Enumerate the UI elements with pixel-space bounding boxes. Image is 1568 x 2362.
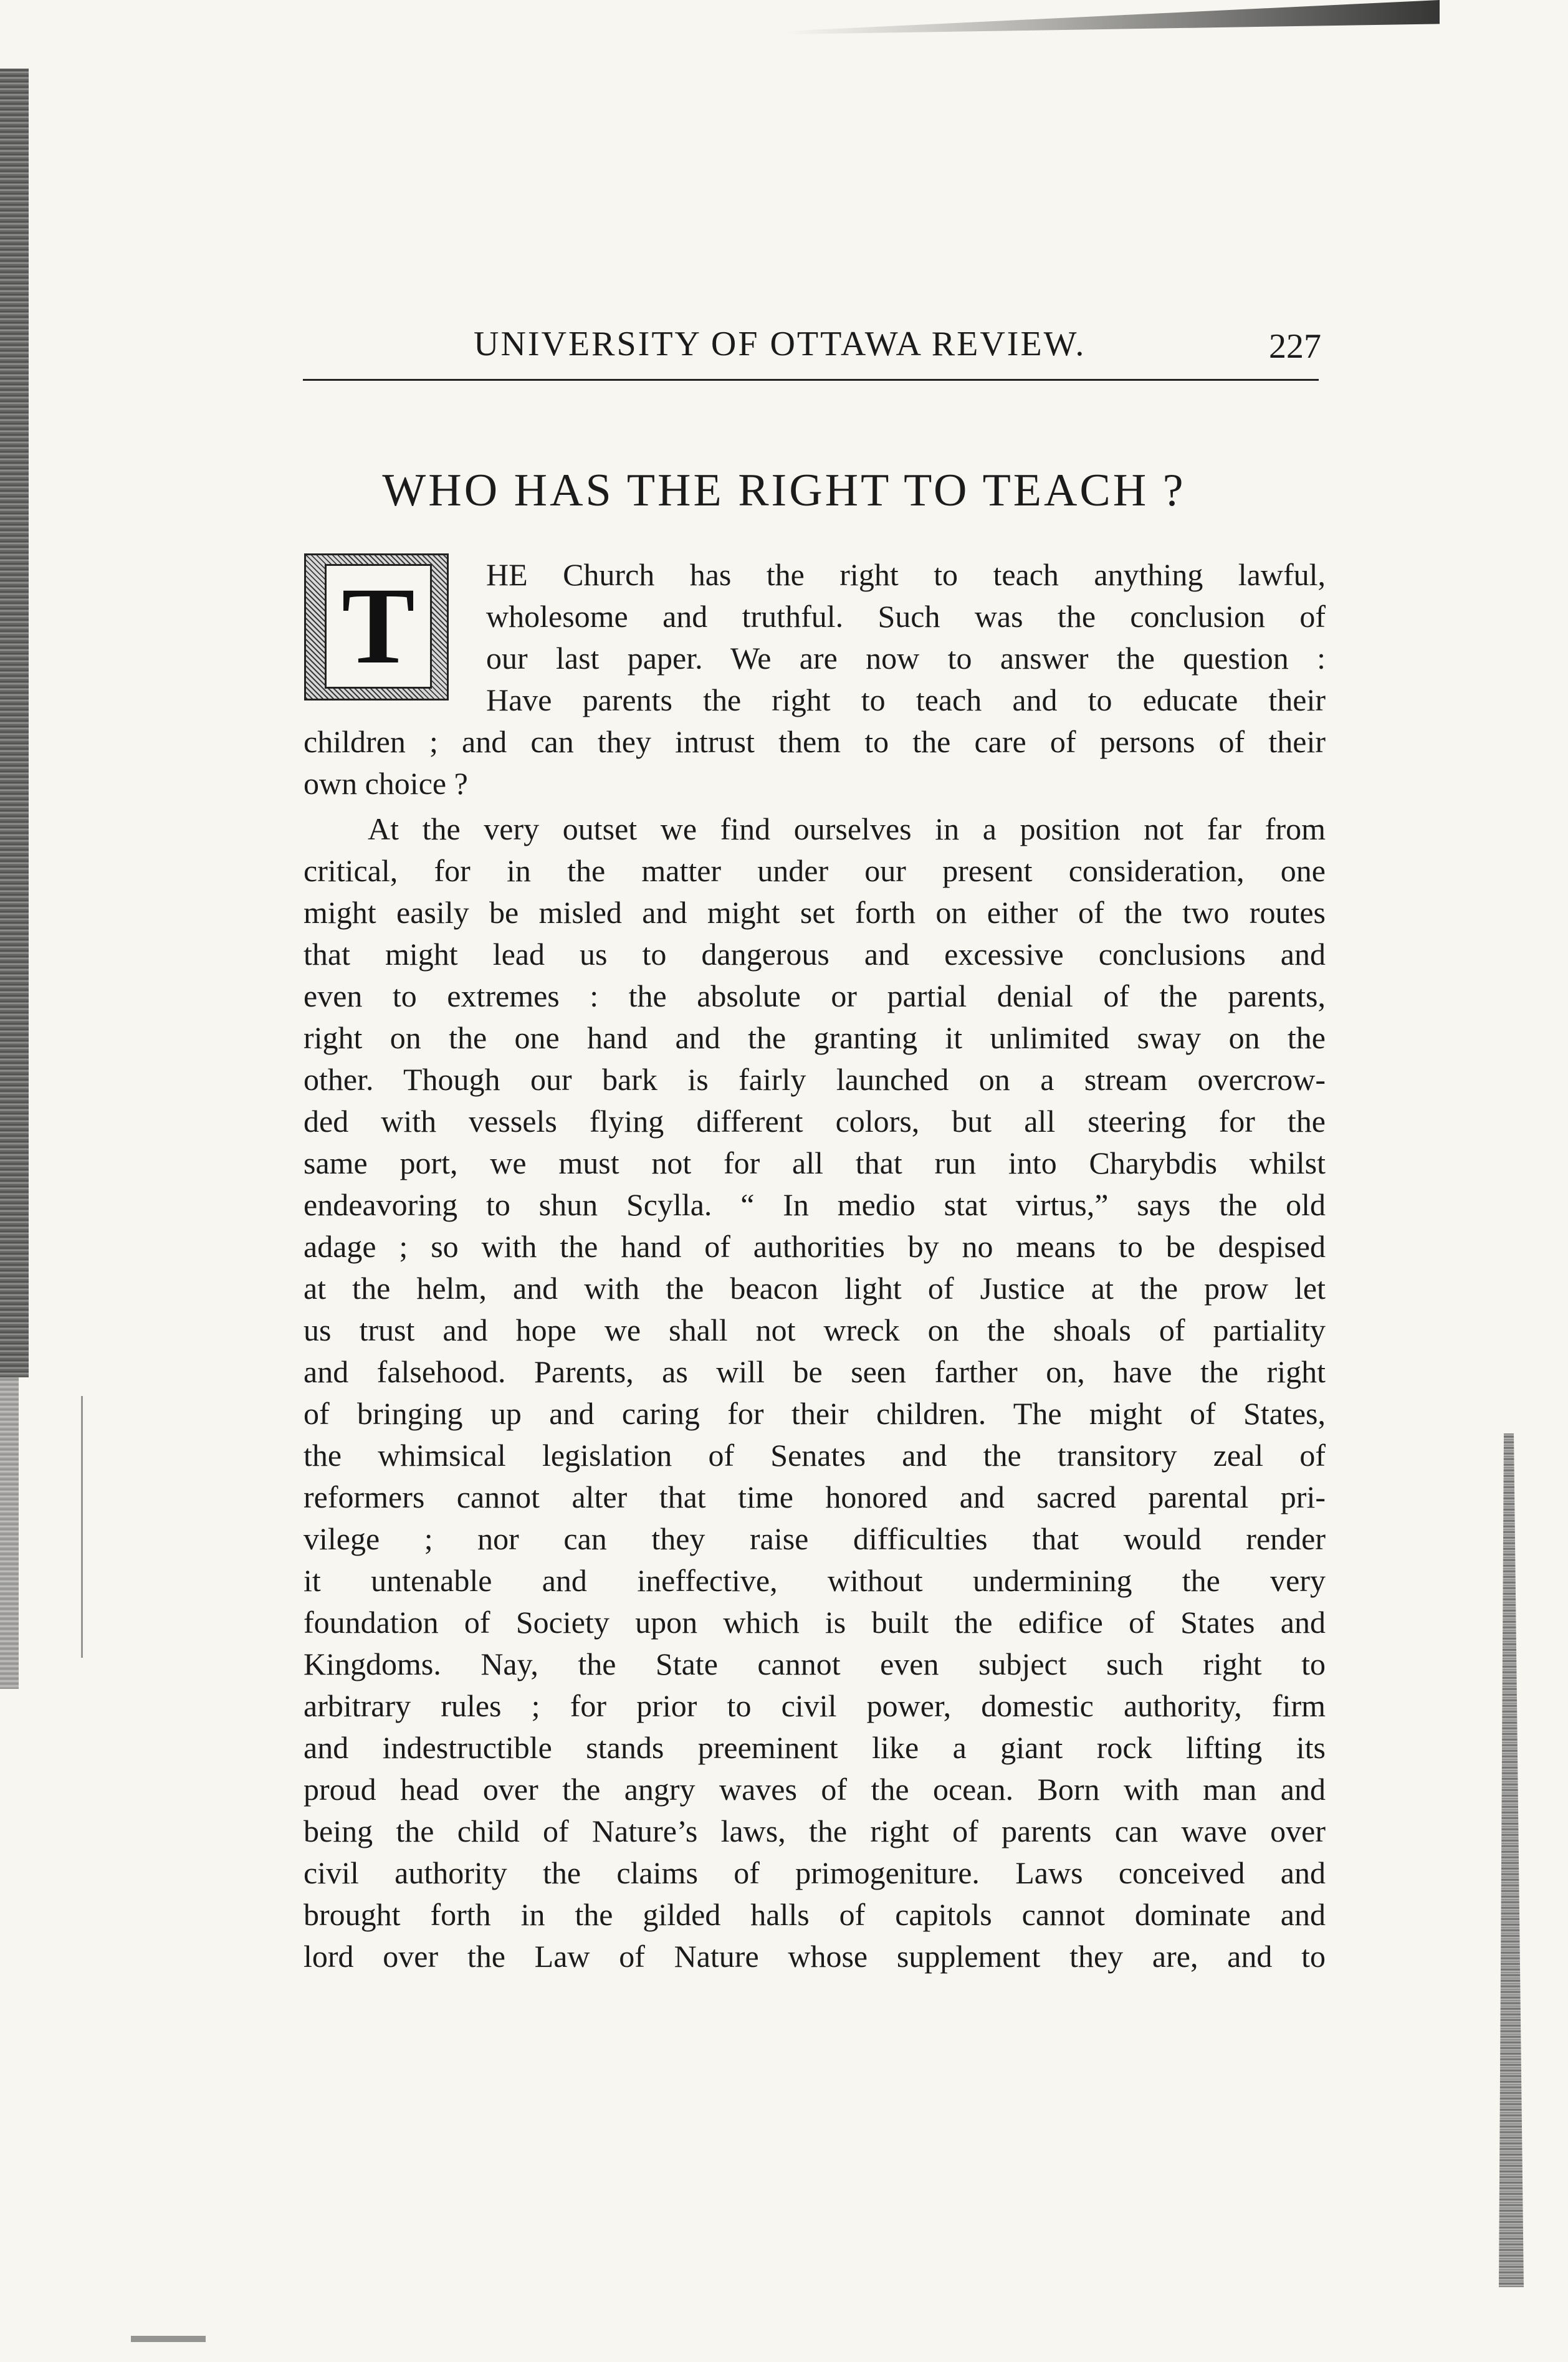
body-line: foundation of Society upon which is built the edifice of States and: [304, 1605, 1326, 1640]
body-line: proud head over the angry waves of the ocean. Born with man and: [304, 1772, 1326, 1807]
body-line: at the helm, and with the beacon light of Justice at the prow let: [304, 1271, 1326, 1306]
body-line: might easily be misled and might set forth on either of the two routes: [304, 895, 1326, 930]
drop-initial-ornament: [304, 553, 449, 700]
scan-line-left: [81, 1396, 83, 1658]
running-head: [299, 324, 1321, 374]
body-line: even to extremes : the absolute or partial denial of the parents,: [304, 978, 1326, 1013]
body-line: wholesome and truthful. Such was the conclusion of: [486, 599, 1326, 634]
body-line: vilege ; nor can they raise difficulties that would render: [304, 1521, 1326, 1556]
drop-initial-letter: T: [325, 564, 432, 689]
header-rule: [303, 379, 1319, 381]
body-line: reformers cannot alter that time honored and sacred parental pri-: [304, 1480, 1326, 1514]
body-line: arbitrary rules ; for prior to civil power, domestic authority, firm: [304, 1688, 1326, 1723]
body-line: adage ; so with the hand of authorities by no means to be despised: [304, 1229, 1326, 1264]
body-line: own choice ?: [304, 766, 468, 801]
body-line: Have parents the right to teach and to educate their: [486, 682, 1326, 717]
page-number: 227: [1269, 327, 1321, 366]
body-line: Kingdoms. Nay, the State cannot even subject such right to: [304, 1647, 1326, 1681]
body-line: civil authority the claims of primogeniture. Laws conceived and: [304, 1855, 1326, 1890]
body-line: right on the one hand and the granting it unlimited sway on the: [304, 1020, 1326, 1055]
running-title: UNIVERSITY OF OTTAWA REVIEW.: [474, 325, 1086, 363]
body-line: At the very outset we find ourselves in a position not far from: [368, 811, 1326, 846]
body-line: the whimsical legislation of Senates and the transitory zeal of: [304, 1438, 1326, 1473]
body-line: HE Church has the right to teach anything lawful,: [486, 557, 1326, 592]
scan-mark-bottom: [131, 2336, 206, 2342]
scan-edge-left-lower: [0, 1377, 19, 1689]
body-line: brought forth in the gilded halls of capitols cannot dominate and: [304, 1897, 1326, 1932]
body-line: critical, for in the matter under our present consideration, one: [304, 853, 1326, 888]
body-line: of bringing up and caring for their children. The might of States,: [304, 1396, 1326, 1431]
body-line: lord over the Law of Nature whose supplement they are, and to: [304, 1939, 1326, 1974]
body-line: us trust and hope we shall not wreck on the shoals of partiality: [304, 1312, 1326, 1347]
body-line: it untenable and ineffective, without undermining the very: [304, 1563, 1326, 1598]
body-line: and falsehood. Parents, as will be seen farther on, have the right: [304, 1354, 1326, 1389]
scan-edge-right: [1499, 1433, 1524, 2287]
body-line: endeavoring to shun Scylla. “ In medio stat virtus,” says the old: [304, 1187, 1326, 1222]
body-line: other. Though our bark is fairly launched on a stream overcrow-: [304, 1062, 1326, 1097]
body-line: our last paper. We are now to answer the question :: [486, 641, 1326, 676]
body-line: children ; and can they intrust them to the care of persons of their: [304, 724, 1326, 759]
scan-edge-left: [0, 69, 29, 1377]
body-line: and indestructible stands preeminent like a giant rock lifting its: [304, 1730, 1326, 1765]
body-line: ded with vessels flying different colors, but all steering for the: [304, 1104, 1326, 1139]
body-line: being the child of Nature’s laws, the right of parents can wave over: [304, 1814, 1326, 1848]
article-title: WHO HAS THE RIGHT TO TEACH ?: [382, 465, 1186, 516]
body-line: that might lead us to dangerous and excessive conclusions and: [304, 937, 1326, 972]
scan-edge-top: [785, 0, 1440, 40]
body-line: same port, we must not for all that run into Charybdis whilst: [304, 1145, 1326, 1180]
